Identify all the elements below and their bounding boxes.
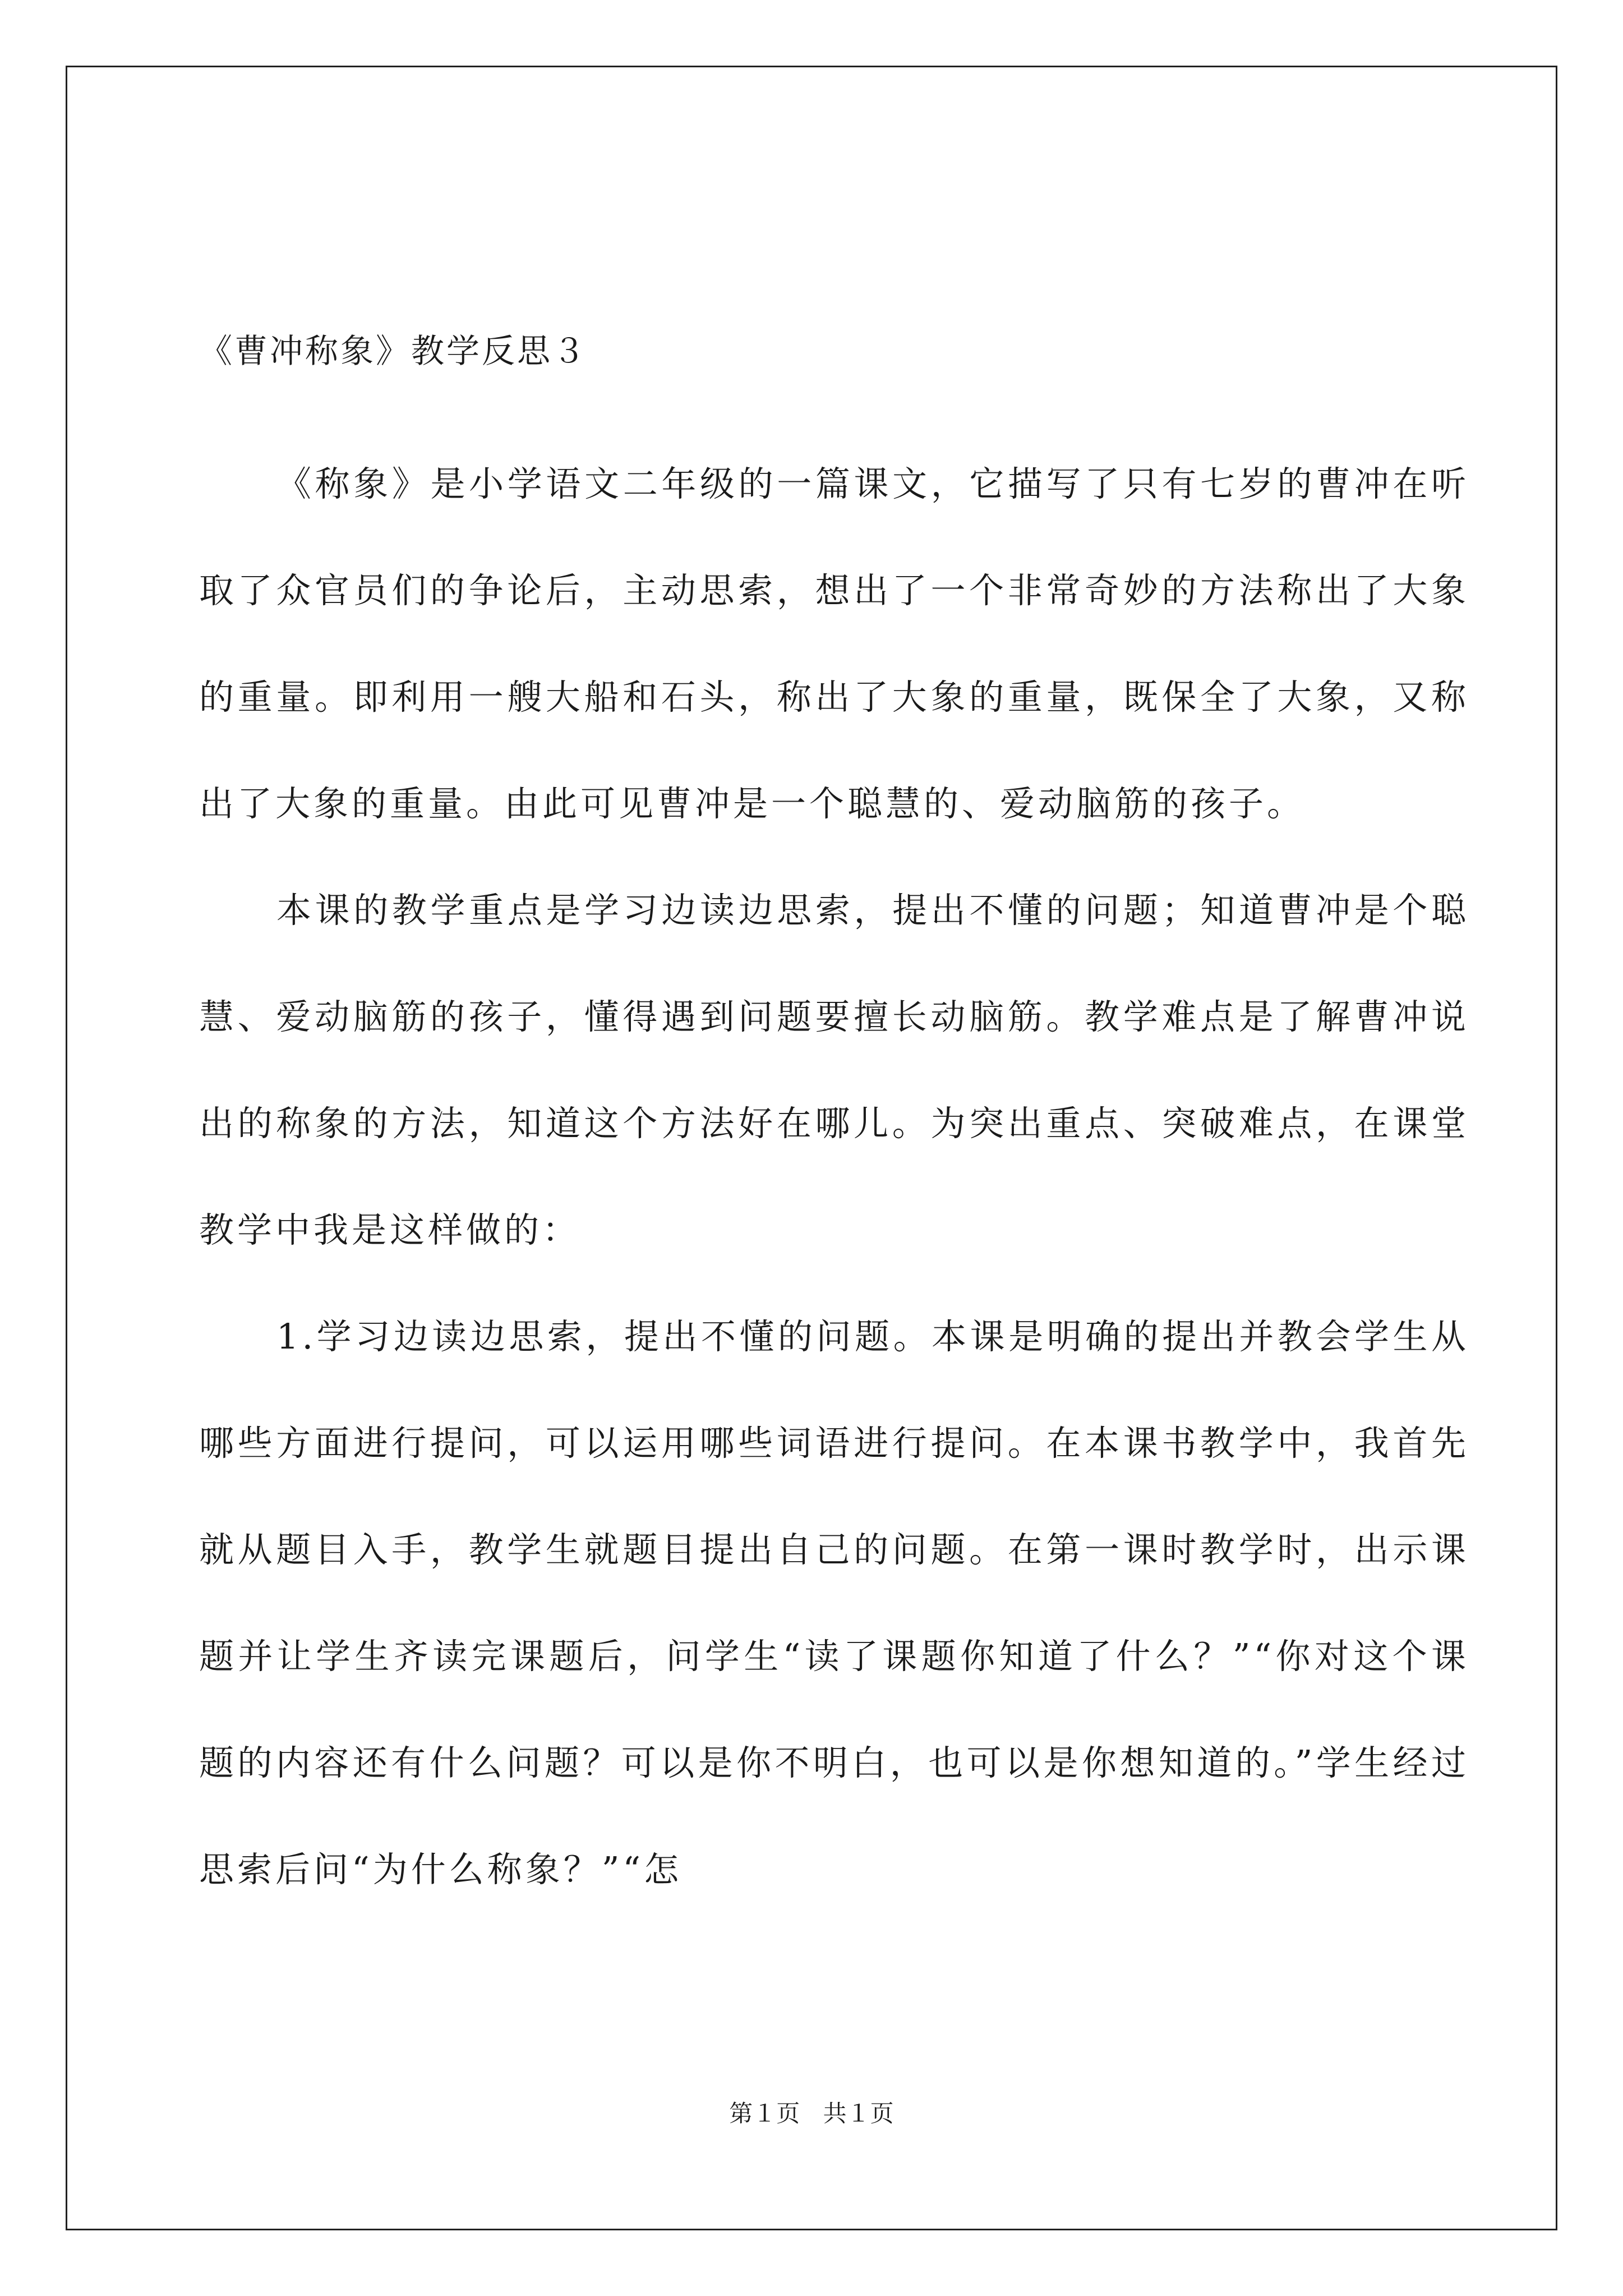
page-footer — [0, 2102, 1623, 2125]
page-number: 第１页 — [729, 2100, 800, 2127]
document-body — [199, 431, 1469, 2024]
paragraph-3: 1.学习边读边思索，提出不懂的问题。本课是明确的提出并教会学生从哪些方面进行提问，可以运用哪些词语进行提问。在本课书教学中，我首先就从题目入手，教学生就题目提出自己的问题。在第一课时教学时，出示课题并让学生齐读完课题后，问学生“读了课题你知道了什么？”“你对这个课题的内容还有什么问题？可以是你不明白，也可以是你想知道的。”学生经过思索后问“为什么称象？”“怎 — [199, 1316, 1469, 1890]
document-title: 《曹冲称象》教学反思３ — [199, 332, 588, 370]
page-total: 共１页 — [823, 2100, 894, 2127]
paragraph-2: 本课的教学重点是学习边读边思索，提出不懂的问题；知道曹冲是个聪慧、爱动脑筋的孩子，懂得遇到问题要擅长动脑筋。教学难点是了解曹冲说出的称象的方法，知道这个方法好在哪儿。为突出重点、突破难点，在课堂教学中我是这样做的： — [199, 890, 1469, 1250]
paragraph-1: 《称象》是小学语文二年级的一篇课文，它描写了只有七岁的曹冲在听取了众官员们的争论后，主动思索，想出了一个非常奇妙的方法称出了大象的重量。即利用一艘大船和石头，称出了大象的重量，既保全了大象，又称出了大象的重量。由此可见曹冲是一个聪慧的、爱动脑筋的孩子。 — [199, 463, 1469, 824]
